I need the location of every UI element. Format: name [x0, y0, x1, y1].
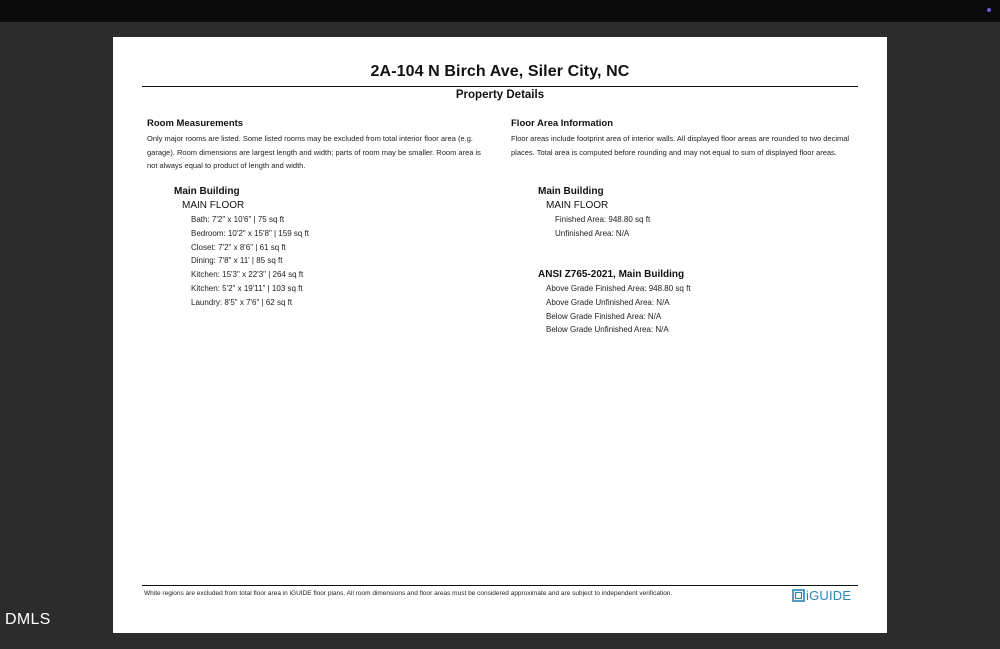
dmls-watermark: DMLS	[5, 611, 51, 628]
floor-area-building-label: Main Building	[538, 186, 604, 197]
page-title: 2A-104 N Birch Ave, Siler City, NC	[370, 63, 630, 80]
room-item: Bath: 7'2" x 10'6" | 75 sq ft	[191, 215, 285, 224]
document-page	[113, 37, 887, 633]
footer-divider	[142, 585, 858, 586]
room-item: Laundry: 8'5" x 7'6" | 62 sq ft	[191, 297, 293, 307]
room-building-label: Main Building	[174, 186, 240, 197]
iguide-logo	[792, 588, 851, 603]
floor-area-section	[511, 118, 863, 159]
ansi-item: Below Grade Finished Area: N/A	[546, 311, 662, 321]
room-item: Dining: 7'8" x 11' | 85 sq ft	[191, 256, 283, 266]
page-subtitle: Property Details	[455, 89, 545, 101]
viewer-top-bar	[0, 0, 1000, 22]
ansi-item: Above Grade Finished Area: 948.80 sq ft	[546, 284, 691, 293]
room-item: Kitchen: 15'3" x 22'3" | 264 sq ft	[191, 270, 304, 280]
status-dot-icon	[987, 8, 991, 12]
title-divider	[142, 86, 858, 87]
floor-area-floor-label: MAIN FLOOR	[546, 200, 609, 211]
iguide-logo-icon	[792, 589, 805, 602]
room-floor-label: MAIN FLOOR	[182, 200, 245, 211]
ansi-item: Below Grade Unfinished Area: N/A	[546, 325, 669, 335]
floor-area-item: Finished Area: 948.80 sq ft	[555, 215, 651, 224]
floor-area-list	[538, 185, 650, 241]
room-item: Bedroom: 10'2" x 15'8" | 159 sq ft	[191, 228, 309, 238]
ansi-list	[538, 268, 691, 337]
room-measurements-heading: Room Measurements	[147, 118, 244, 129]
room-measurements-section	[147, 118, 492, 173]
room-item: Kitchen: 5'2" x 19'11" | 103 sq ft	[191, 283, 303, 293]
floor-area-description: Floor areas include footprint area of interior walls. All displayed floor areas are rounded to two decimal places. Total area is computed before rounding and may not equal to sum of displayed floor areas.	[511, 134, 850, 157]
room-list	[174, 185, 309, 310]
room-item: Closet: 7'2" x 8'6" | 61 sq ft	[191, 242, 286, 252]
room-measurements-description: Only major rooms are listed. Some listed rooms may be excluded from total interior floor area (e.g. garage). Room dimensions are largest length and width; parts of room may be smaller. Room area is not always equal to product of length and width.	[147, 134, 481, 171]
floor-area-heading: Floor Area Information	[511, 118, 614, 129]
ansi-heading: ANSI Z765-2021, Main Building	[538, 269, 685, 280]
ansi-item: Above Grade Unfinished Area: N/A	[546, 297, 670, 307]
floor-area-item: Unfinished Area: N/A	[555, 228, 630, 238]
footer-note: White regions are excluded from total floor area in iGUIDE floor plans. All room dimensions and floor areas must be considered approximate and are subject to independent verification.	[144, 590, 673, 597]
iguide-logo-text: iGUIDE	[806, 588, 852, 603]
